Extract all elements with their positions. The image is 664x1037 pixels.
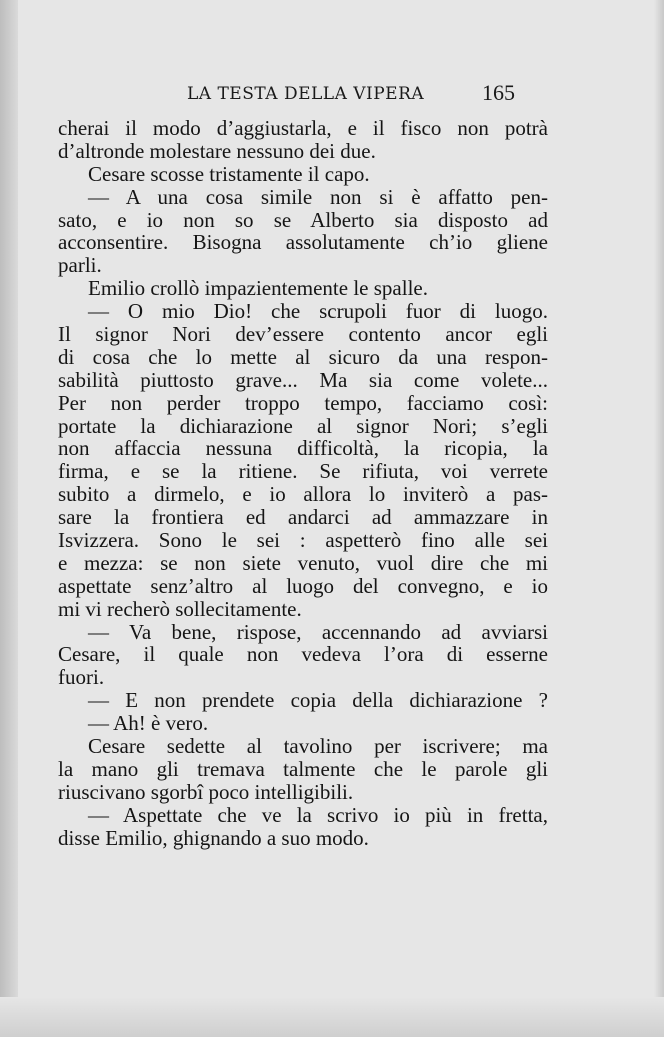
text-line: e mezza: se non siete venuto, vuol dire che mi (58, 550, 548, 575)
text-line: d’altronde molestare nessuno dei due. (58, 138, 376, 163)
page-header (60, 78, 545, 108)
text-line: — Aspettate che ve la scrivo io più in fretta, (88, 802, 548, 827)
text-line: — Ah! è vero. (88, 711, 209, 736)
text-line: la mano gli tremava talmente che le parole gli (58, 756, 548, 781)
page-edge-left (0, 0, 18, 1037)
running-title: LA TESTA DELLA VIPERA (187, 84, 425, 104)
text-line: mi vi recherò sollecitamente. (58, 596, 302, 621)
page-edge-bottom (0, 997, 664, 1037)
text-line: Cesare, il quale non vedeva l’ora di esserne (58, 642, 548, 667)
text-line: — A una cosa simile non si è affatto pen- (88, 184, 548, 209)
text-line: firma, e se la ritiene. Se rifiuta, voi verrete (58, 459, 548, 484)
text-line: fuori. (58, 665, 105, 690)
page-edge-right (654, 0, 664, 1037)
text-line: parli. (58, 253, 102, 278)
text-line: cherai il modo d’aggiustarla, e il fisco non potrà (58, 116, 548, 140)
text-line: — E non prendete copia della dichiarazione ? (88, 688, 548, 713)
text-line: Emilio crollò impazientemente le spalle. (88, 276, 428, 301)
text-line: sare la frontiera ed andarci ad ammazzare in (58, 505, 548, 530)
text-line: non affaccia nessuna difficoltà, la ricopia, la (58, 436, 548, 461)
text-line: Cesare sedette al tavolino per iscrivere; ma (88, 734, 548, 759)
text-line: Per non perder troppo tempo, facciamo così: (58, 390, 548, 415)
page-number: 165 (482, 80, 515, 105)
text-line: Cesare scosse tristamente il capo. (88, 161, 370, 186)
text-line: riuscivano sgorbî poco intelligibili. (58, 779, 354, 804)
text-line: portate la dichiarazione al signor Nori; s’egli (58, 413, 548, 438)
text-line: — O mio Dio! che scrupoli fuor di luogo. (88, 299, 548, 324)
text-line: di cosa che lo mette al sicuro da una respon- (58, 344, 548, 369)
text-line: Il signor Nori dev’essere contento ancor egli (58, 322, 548, 347)
text-line: subito a dirmelo, e io allora lo inviterò a pas- (58, 482, 548, 507)
text-line: sabilità piuttosto grave... Ma sia come volete... (58, 367, 548, 392)
body-text (58, 117, 548, 850)
text-line: disse Emilio, ghignando a suo modo. (58, 825, 369, 850)
text-line: — Va bene, rispose, accennando ad avviarsi (88, 619, 548, 644)
text-line: acconsentire. Bisogna assolutamente ch’io gliene (58, 230, 548, 255)
text-line: aspettate senz’altro al luogo del convegno, e io (58, 573, 548, 598)
text-line: Isvizzera. Sono le sei : aspetterò fino alle sei (58, 528, 548, 553)
text-line: sato, e io non so se Alberto sia disposto ad (58, 207, 548, 232)
